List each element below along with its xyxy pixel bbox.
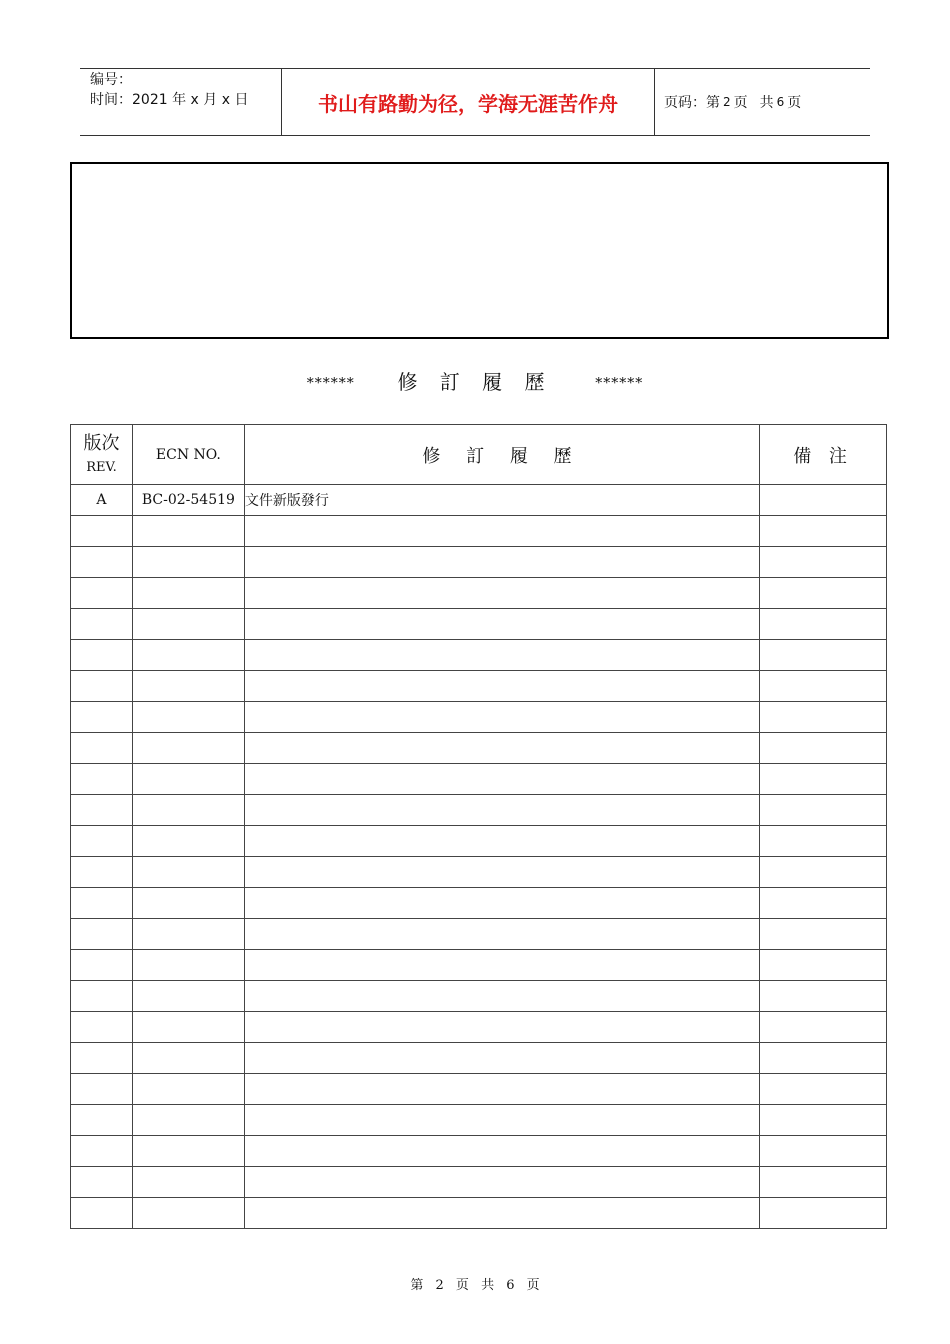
cell-rev: A xyxy=(71,485,133,516)
header-note: 備 注 xyxy=(760,425,887,485)
cell-ecn xyxy=(132,795,244,826)
cell-rev xyxy=(71,764,133,795)
footer-total-unit: 页 xyxy=(526,1278,540,1293)
cell-rev xyxy=(71,1198,133,1229)
cell-history: 文件新版發行 xyxy=(244,485,759,516)
cell-history xyxy=(244,981,759,1012)
cell-rev xyxy=(71,733,133,764)
table-row xyxy=(71,609,887,640)
cell-ecn xyxy=(132,888,244,919)
cell-rev xyxy=(71,888,133,919)
page-total-label: 共 xyxy=(759,95,774,111)
footer-prefix: 第 xyxy=(410,1278,424,1293)
cell-note xyxy=(760,1012,887,1043)
cell-rev xyxy=(71,640,133,671)
cell-note xyxy=(760,516,887,547)
cell-note xyxy=(760,795,887,826)
table-row xyxy=(71,578,887,609)
cell-history xyxy=(244,547,759,578)
cell-note xyxy=(760,733,887,764)
cell-rev xyxy=(71,578,133,609)
header-history: 修 訂 履 歷 xyxy=(244,425,759,485)
table-row xyxy=(71,1136,887,1167)
table-row xyxy=(71,919,887,950)
table-row xyxy=(71,1012,887,1043)
page-current: 2 xyxy=(723,95,731,109)
cell-rev xyxy=(71,547,133,578)
table-row xyxy=(71,981,887,1012)
table-row xyxy=(71,1198,887,1229)
cell-ecn xyxy=(132,857,244,888)
cell-ecn xyxy=(132,1136,244,1167)
cell-history xyxy=(244,733,759,764)
table-header-row xyxy=(71,425,887,485)
cell-history xyxy=(244,516,759,547)
table-row xyxy=(71,671,887,702)
cell-ecn xyxy=(132,516,244,547)
title-stars-left: ****** xyxy=(306,375,355,392)
footer-total-label: 共 xyxy=(481,1278,495,1293)
document-number-label: 编号： xyxy=(90,72,132,88)
table-row xyxy=(71,733,887,764)
cell-ecn xyxy=(132,1105,244,1136)
cell-history xyxy=(244,764,759,795)
cell-ecn xyxy=(132,1074,244,1105)
cell-ecn xyxy=(132,1198,244,1229)
cell-ecn xyxy=(132,1012,244,1043)
cell-ecn xyxy=(132,764,244,795)
table-row xyxy=(71,1074,887,1105)
cell-note xyxy=(760,950,887,981)
page-label: 页码：第 xyxy=(664,95,720,111)
cell-note xyxy=(760,609,887,640)
title-text: 修 訂 履 歷 xyxy=(397,370,553,394)
header-motto: 书山有路勤为径，学海无涯苦作舟 xyxy=(318,91,618,116)
footer-current: 2 xyxy=(435,1278,444,1293)
cell-history xyxy=(244,1136,759,1167)
table-row xyxy=(71,795,887,826)
header-rev-en: REV. xyxy=(86,459,117,475)
cell-ecn xyxy=(132,578,244,609)
cell-history xyxy=(244,888,759,919)
cell-rev xyxy=(71,1136,133,1167)
cell-history xyxy=(244,702,759,733)
table-row xyxy=(71,1167,887,1198)
title-stars-right: ****** xyxy=(595,375,644,392)
table-row xyxy=(71,888,887,919)
footer-unit: 页 xyxy=(455,1278,469,1293)
table-body xyxy=(71,485,887,1229)
cell-rev xyxy=(71,1074,133,1105)
header-rev xyxy=(71,425,133,485)
footer-total: 6 xyxy=(506,1278,515,1293)
table-row xyxy=(71,516,887,547)
cell-ecn xyxy=(132,981,244,1012)
cell-note xyxy=(760,485,887,516)
cell-history xyxy=(244,795,759,826)
page-total: 6 xyxy=(776,95,785,109)
page-total-unit: 页 xyxy=(787,95,802,111)
section-title xyxy=(0,366,950,395)
cell-rev xyxy=(71,826,133,857)
cell-note xyxy=(760,857,887,888)
cell-history xyxy=(244,826,759,857)
cell-history xyxy=(244,1105,759,1136)
table-row xyxy=(71,764,887,795)
cell-ecn xyxy=(132,1043,244,1074)
cell-rev xyxy=(71,795,133,826)
cell-rev xyxy=(71,1105,133,1136)
cell-ecn xyxy=(132,950,244,981)
header-ecn: ECN NO. xyxy=(132,425,244,485)
cell-history xyxy=(244,919,759,950)
cell-note xyxy=(760,1198,887,1229)
cell-history xyxy=(244,1167,759,1198)
cell-note xyxy=(760,1043,887,1074)
cell-note xyxy=(760,1105,887,1136)
cell-rev xyxy=(71,1167,133,1198)
cell-note xyxy=(760,826,887,857)
document-date-label: 时间：2021 年 x 月 x 日 xyxy=(90,92,249,108)
cell-note xyxy=(760,578,887,609)
cell-ecn xyxy=(132,919,244,950)
cell-history xyxy=(244,609,759,640)
cell-rev xyxy=(71,919,133,950)
table-row xyxy=(71,857,887,888)
cell-rev xyxy=(71,857,133,888)
cell-history xyxy=(244,578,759,609)
cell-rev xyxy=(71,1012,133,1043)
cell-note xyxy=(760,702,887,733)
cell-note xyxy=(760,981,887,1012)
table-row xyxy=(71,640,887,671)
cell-rev xyxy=(71,702,133,733)
cell-note xyxy=(760,1167,887,1198)
cell-history xyxy=(244,671,759,702)
cell-ecn xyxy=(132,702,244,733)
table-row xyxy=(71,950,887,981)
cell-rev xyxy=(71,981,133,1012)
cell-history xyxy=(244,1074,759,1105)
cell-ecn xyxy=(132,609,244,640)
page-footer xyxy=(0,1274,950,1293)
table-row xyxy=(71,1105,887,1136)
cell-note xyxy=(760,547,887,578)
cell-ecn xyxy=(132,547,244,578)
cell-ecn xyxy=(132,671,244,702)
table-row xyxy=(71,826,887,857)
cell-rev xyxy=(71,1043,133,1074)
revision-history-table xyxy=(70,424,887,1229)
cell-history xyxy=(244,1012,759,1043)
header-divider-right xyxy=(654,68,655,136)
cell-note xyxy=(760,919,887,950)
header-meta xyxy=(90,70,248,110)
cell-ecn xyxy=(132,826,244,857)
header-page-info xyxy=(664,68,801,136)
cell-rev xyxy=(71,609,133,640)
cell-ecn: BC-02-54519 xyxy=(132,485,244,516)
cell-note xyxy=(760,671,887,702)
cell-note xyxy=(760,640,887,671)
cell-ecn xyxy=(132,733,244,764)
table-row xyxy=(71,547,887,578)
cell-history xyxy=(244,950,759,981)
header-rev-cn: 版次 xyxy=(83,432,120,454)
cell-note xyxy=(760,888,887,919)
cell-history xyxy=(244,857,759,888)
cell-history xyxy=(244,1043,759,1074)
cell-rev xyxy=(71,671,133,702)
cell-rev xyxy=(71,516,133,547)
cell-note xyxy=(760,1136,887,1167)
table-row xyxy=(71,702,887,733)
cell-note xyxy=(760,764,887,795)
table-row xyxy=(71,1043,887,1074)
cell-note xyxy=(760,1074,887,1105)
cell-ecn xyxy=(132,1167,244,1198)
page-unit: 页 xyxy=(733,95,748,111)
cell-history xyxy=(244,1198,759,1229)
blank-frame xyxy=(70,162,889,339)
table-row xyxy=(71,485,887,516)
cell-ecn xyxy=(132,640,244,671)
cell-history xyxy=(244,640,759,671)
cell-rev xyxy=(71,950,133,981)
